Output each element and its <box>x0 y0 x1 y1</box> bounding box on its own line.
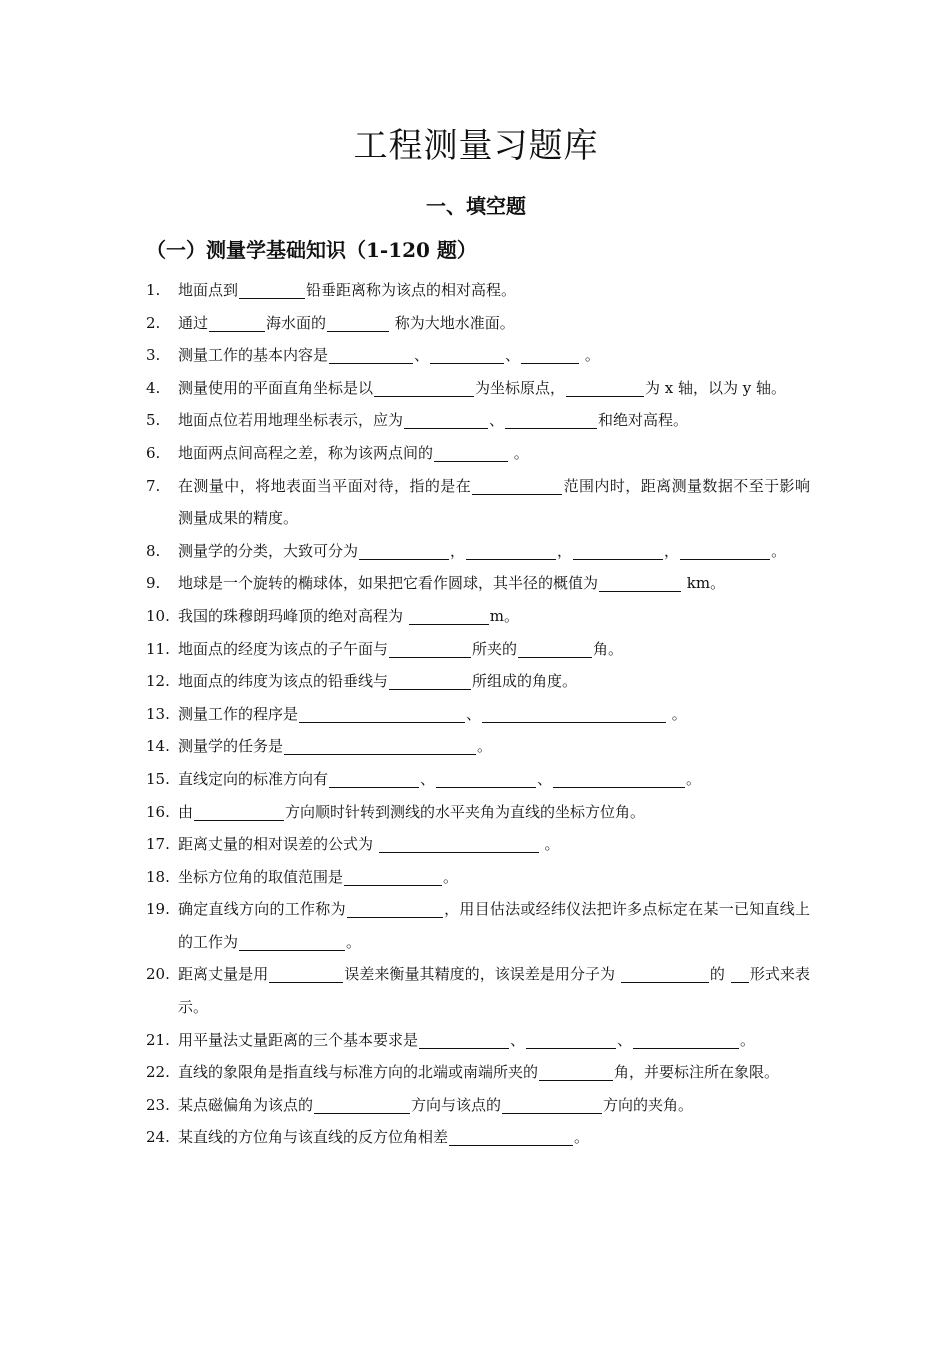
question-text: 。 <box>740 1030 756 1049</box>
answer-blank[interactable] <box>344 865 442 886</box>
question-number: 6. <box>146 443 161 462</box>
question-text: 误差来衡量其精度的，该误差是用分子为 <box>344 965 620 984</box>
question-text: 。 <box>686 769 702 788</box>
answer-blank[interactable] <box>466 539 556 560</box>
answer-blank[interactable] <box>731 962 749 983</box>
question-number: 14. <box>146 737 170 756</box>
question-text: ， <box>450 541 466 560</box>
answer-blank[interactable] <box>573 539 663 560</box>
question-text: 直线的象限角是指直线与标准方向的北端或南端所夹的 <box>178 1063 539 1082</box>
answer-blank[interactable] <box>379 832 539 853</box>
question-text: 角，并要标注所在象限。 <box>614 1063 780 1082</box>
question-text: 方向顺时针转到测线的水平夹角为直线的坐标方位角。 <box>285 802 646 821</box>
answer-blank[interactable] <box>436 767 536 788</box>
question-number: 24. <box>146 1128 170 1147</box>
question-number: 10. <box>146 606 170 625</box>
question-text: 和绝对高程。 <box>598 411 689 430</box>
question-text: km。 <box>682 574 726 593</box>
question-item <box>0 1024 952 1057</box>
question-text: 坐标方位角的取值范围是 <box>178 867 344 886</box>
question-text: ， <box>557 541 573 560</box>
question-text: 直线定向的标准方向有 <box>178 769 329 788</box>
question-text: 的 <box>709 965 730 984</box>
question-item <box>0 404 952 437</box>
question-item <box>0 437 952 470</box>
answer-blank[interactable] <box>419 1028 509 1049</box>
answer-blank[interactable] <box>621 962 709 983</box>
question-number: 3. <box>146 346 161 365</box>
question-text: 测量使用的平面直角坐标是以 <box>178 378 374 397</box>
answer-blank[interactable] <box>194 800 284 821</box>
question-text: 方向与该点的 <box>411 1095 502 1114</box>
question-text: 。 <box>771 541 787 560</box>
question-text: 。 <box>667 704 687 723</box>
answer-blank[interactable] <box>284 734 476 755</box>
question-number: 4. <box>146 378 161 397</box>
question-item <box>0 307 952 340</box>
question-text: 。 <box>539 835 560 854</box>
question-number: 21. <box>146 1030 170 1049</box>
question-number: 17. <box>146 835 170 854</box>
question-number: 19. <box>146 900 170 919</box>
question-text: 测量工作的基本内容是 <box>178 346 329 365</box>
answer-blank[interactable] <box>539 1060 613 1081</box>
question-text: 用平量法丈量距离的三个基本要求是 <box>178 1030 419 1049</box>
question-text: 方向的夹角。 <box>603 1095 694 1114</box>
question-number: 12. <box>146 672 170 691</box>
answer-blank[interactable] <box>314 1093 410 1114</box>
answer-blank[interactable] <box>347 897 443 918</box>
question-number: 18. <box>146 867 170 886</box>
question-item <box>0 763 952 796</box>
question-text: 。 <box>346 932 362 951</box>
question-number: 13. <box>146 704 170 723</box>
question-text: 、 <box>420 769 436 788</box>
question-text: 地面点的经度为该点的子午面与 <box>178 639 389 658</box>
answer-blank[interactable] <box>633 1028 739 1049</box>
question-item <box>0 633 952 666</box>
question-text: ，用目估法或经纬仪法把许多点标定在某一已知直线上的工作为 <box>178 900 810 951</box>
question-number: 8. <box>146 541 161 560</box>
question-item <box>0 893 952 958</box>
question-number: 1. <box>146 281 161 299</box>
answer-blank[interactable] <box>553 767 685 788</box>
question-text: 为坐标原点， <box>475 378 566 397</box>
document-title: 工程测量习题库 <box>353 126 599 166</box>
question-text: 、 <box>510 1030 526 1049</box>
question-text: 地面两点间高程之差，称为该两点间的 <box>178 443 434 462</box>
question-item <box>0 567 952 600</box>
question-item <box>0 1121 952 1154</box>
question-item <box>0 796 952 829</box>
answer-blank[interactable] <box>521 343 579 364</box>
question-text: 测量工作的程序是 <box>178 704 299 723</box>
question-text: 我国的珠穆朗玛峰顶的绝对高程为 <box>178 606 408 625</box>
question-text: 。 <box>443 867 459 886</box>
question-number: 5. <box>146 411 161 430</box>
question-item <box>0 958 952 1023</box>
question-text: 所组成的角度。 <box>472 672 578 691</box>
question-number: 11. <box>146 639 170 658</box>
question-text: 范围内时，距离测量数据不至于影响测量成果的精度。 <box>178 476 810 528</box>
answer-blank[interactable] <box>680 539 770 560</box>
answer-blank[interactable] <box>505 408 597 429</box>
answer-blank[interactable] <box>374 376 474 397</box>
question-text: 形式来表示。 <box>178 965 810 1017</box>
question-item <box>0 274 952 307</box>
answer-blank[interactable] <box>430 343 504 364</box>
answer-blank[interactable] <box>566 376 644 397</box>
answer-blank[interactable] <box>299 702 465 723</box>
question-text: 、 <box>617 1030 633 1049</box>
question-item <box>0 600 952 633</box>
question-text: m。 <box>489 606 520 625</box>
question-text: 海水面的 <box>266 313 327 332</box>
question-number: 16. <box>146 802 170 821</box>
answer-blank[interactable] <box>482 702 666 723</box>
answer-blank[interactable] <box>327 311 389 332</box>
question-text: 角。 <box>593 639 624 658</box>
question-text: 地面点位若用地理坐标表示，应为 <box>178 411 404 430</box>
answer-blank[interactable] <box>209 311 265 332</box>
question-text: 地球是一个旋转的椭球体，如果把它看作圆球，其半径的概值为 <box>178 574 599 593</box>
answer-blank[interactable] <box>599 571 681 592</box>
subsection-heading: （一）测量学基础知识（1-120 题） <box>146 238 477 262</box>
question-text: 测量学的任务是 <box>178 737 284 756</box>
question-item <box>0 698 952 731</box>
answer-blank[interactable] <box>526 1028 616 1049</box>
question-item <box>0 1089 952 1122</box>
answer-blank[interactable] <box>359 539 449 560</box>
question-number: 2. <box>146 313 161 332</box>
question-list <box>0 274 952 1154</box>
question-number: 7. <box>146 476 161 495</box>
question-item <box>0 372 952 405</box>
question-text: 、 <box>466 704 482 723</box>
question-text: 确定直线方向的工作称为 <box>178 900 346 919</box>
answer-blank[interactable] <box>518 637 592 658</box>
question-item <box>0 1056 952 1089</box>
question-item <box>0 535 952 568</box>
answer-blank[interactable] <box>269 962 343 983</box>
question-text: 所夹的 <box>472 639 518 658</box>
answer-blank[interactable] <box>239 278 305 299</box>
question-item <box>0 861 952 894</box>
question-text: 通过 <box>178 313 209 332</box>
answer-blank[interactable] <box>389 637 471 658</box>
question-text: 地面点到 <box>178 281 239 299</box>
question-text: 。 <box>477 737 493 756</box>
question-item <box>0 665 952 698</box>
question-number: 22. <box>146 1063 170 1082</box>
question-number: 9. <box>146 574 161 593</box>
question-text: 。 <box>509 443 529 462</box>
question-text: 铅垂距离称为该点的相对高程。 <box>306 281 517 299</box>
answer-blank[interactable] <box>409 604 489 625</box>
question-text: 。 <box>574 1128 590 1147</box>
answer-blank[interactable] <box>329 343 413 364</box>
question-text: ， <box>664 541 680 560</box>
question-text: 某点磁偏角为该点的 <box>178 1095 314 1114</box>
answer-blank[interactable] <box>389 669 471 690</box>
answer-blank[interactable] <box>329 767 419 788</box>
question-text: 在测量中，将地表面当平面对待，指的是在 <box>178 476 472 495</box>
answer-blank[interactable] <box>239 930 345 951</box>
question-text: 地面点的纬度为该点的铅垂线与 <box>178 672 389 691</box>
question-text: 距离丈量是用 <box>178 965 269 984</box>
question-text: 为 x 轴，以为 y 轴。 <box>645 378 787 397</box>
question-item <box>0 730 952 763</box>
question-number: 15. <box>146 769 170 788</box>
question-number: 23. <box>146 1095 170 1114</box>
question-number: 20. <box>146 965 170 984</box>
question-text: 由 <box>178 802 194 821</box>
question-text: 称为大地水准面。 <box>390 313 515 332</box>
question-item <box>0 828 952 861</box>
question-text: 距离丈量的相对误差的公式为 <box>178 835 378 854</box>
answer-blank[interactable] <box>472 474 562 495</box>
question-text: 某直线的方位角与该直线的反方位角相差 <box>178 1128 449 1147</box>
question-text: 。 <box>580 346 600 365</box>
question-text: 、 <box>505 346 521 365</box>
answer-blank[interactable] <box>502 1093 602 1114</box>
question-item <box>0 339 952 372</box>
question-text: 、 <box>537 769 553 788</box>
question-item <box>0 470 952 535</box>
question-text: 、 <box>489 411 505 430</box>
question-text: 测量学的分类，大致可分为 <box>178 541 359 560</box>
answer-blank[interactable] <box>404 408 488 429</box>
question-text: 、 <box>414 346 430 365</box>
section-heading: 一、填空题 <box>426 194 526 218</box>
answer-blank[interactable] <box>434 441 508 462</box>
answer-blank[interactable] <box>449 1125 573 1146</box>
